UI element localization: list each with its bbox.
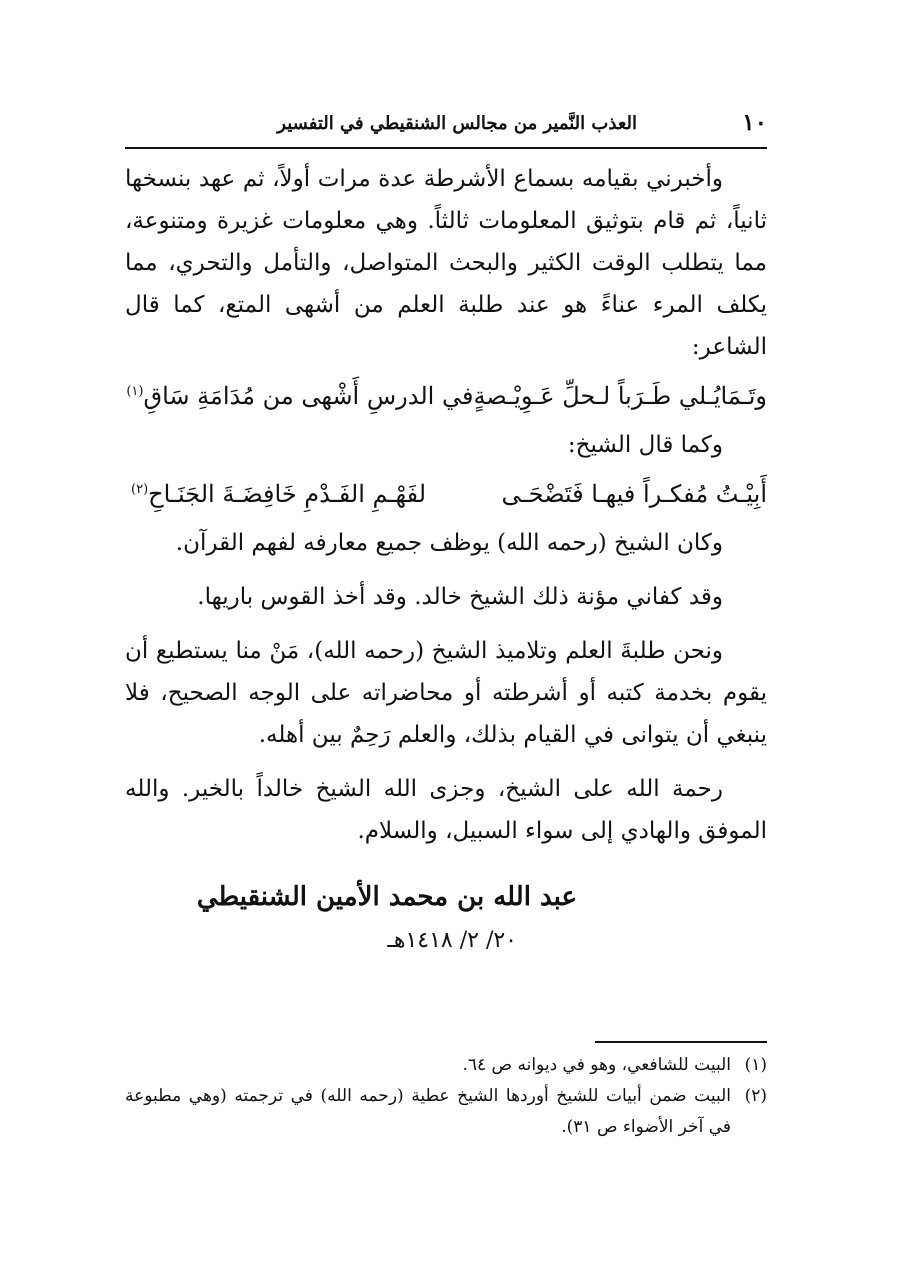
verse-2-first-hemistich: أَبِيْـتُ مُفكـراً فيهـا فَتَضْحَـى bbox=[501, 480, 767, 508]
footnote-1-text: البيت للشافعي، وهو في ديوانه ص ٦٤. bbox=[462, 1055, 731, 1075]
signature-date: ٢٠/ ٢/ ١٤١٨هـ bbox=[387, 928, 517, 953]
running-title: العذب النَّمير من مجالس الشنقيطي في التفسير bbox=[277, 113, 637, 134]
paragraph-4: وقد كفاني مؤنة ذلك الشيخ خالد. وقد أخذ القوس باريها. bbox=[197, 584, 723, 610]
poem-verse-2 bbox=[125, 472, 767, 516]
footnote-ref-1: (١) bbox=[126, 384, 144, 399]
main-text bbox=[125, 158, 767, 852]
footnote-2-text: البيت ضمن أبيات للشيخ أوردها الشيخ عطية (رحمه الله) في ترجمته (وهي مطبوعة في آخر الأضواء ص ٣١). bbox=[125, 1086, 731, 1137]
poem-verse-1 bbox=[125, 374, 767, 418]
footnote-ref-2: (٢) bbox=[131, 482, 149, 497]
paragraph-1: وأخبرني بقيامه بسماع الأشرطة عدة مرات أولاً، ثم عهد بنسخها ثانياً، ثم قام بتوثيق المعلومات ثالثاً. وهي معلومات غزيرة ومتنوعة، مما يتطلب الوقت الكثير والبحث المتواصل، والتأمل والتحري، مما يكلف المرء عناءً هو عند طلبة العلم من أشهى المتع، كما قال الشاعر: bbox=[125, 166, 767, 360]
paragraph-2: وكما قال الشيخ: bbox=[567, 432, 723, 458]
page-number: ١٠ bbox=[742, 109, 767, 136]
footnote-1 bbox=[125, 1050, 767, 1081]
footnote-1-number: (١) bbox=[744, 1055, 767, 1075]
paragraph-5: ونحن طلبةَ العلم وتلاميذ الشيخ (رحمه الله)، مَنْ منا يستطيع أن يقوم بخدمة كتبه أو أشرطته أو محاضراته على الوجه الصحيح، فلا ينبغي أن يتوانى في القيام بذلك، والعلم رَحِمٌ بين أهله. bbox=[125, 638, 767, 748]
footnotes bbox=[125, 1050, 767, 1143]
verse-1-second-text: في الدرسِ أَشْهى من مُدَامَةِ سَاقِ bbox=[143, 382, 474, 410]
verse-2-second-text: لفَهْـمِ الفَـدْمِ خَافِضَـةَ الجَنَـاحِ bbox=[148, 480, 427, 508]
footnote-separator bbox=[595, 1041, 767, 1043]
paragraph-3: وكان الشيخ (رحمه الله) يوظف جميع معارفه لفهم القرآن. bbox=[175, 530, 723, 556]
footnote-2 bbox=[125, 1081, 767, 1143]
verse-1-first-hemistich: وتَـمَايُـلي طَـرَباً لـحلِّ عَـوِيْـصةٍ bbox=[473, 382, 767, 410]
author-signature: عبد الله بن محمد الأمين الشنقيطي bbox=[196, 882, 577, 912]
verse-1-second-hemistich bbox=[120, 374, 473, 418]
verse-2-second-hemistich bbox=[125, 472, 426, 516]
running-header bbox=[125, 103, 767, 149]
paragraph-6: رحمة الله على الشيخ، وجزى الله الشيخ خالداً بالخير. والله الموفق والهادي إلى سواء السبيل، والسلام. bbox=[125, 776, 767, 844]
footnote-2-number: (٢) bbox=[744, 1086, 767, 1106]
